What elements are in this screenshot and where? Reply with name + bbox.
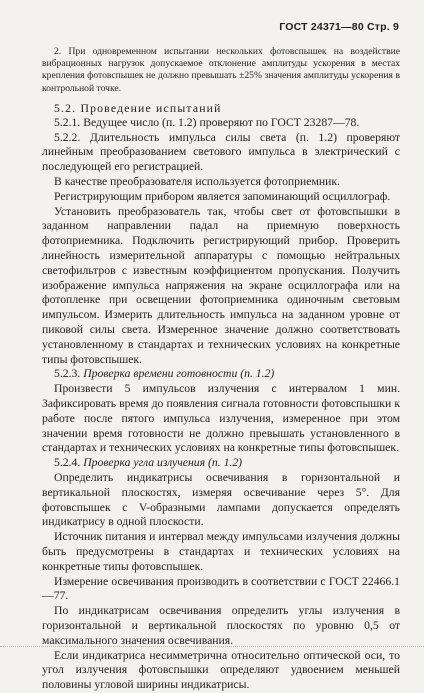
paragraph-procedure: Установить преобразователь так, чтобы свет от фотовспышки в заданном направлении падал на приемную поверхность фотоприемника. Подключить регистрирующий прибор. Проверить линейность измерительной аппаратуры с помощью нейтральных светофильтров с известным коэффициентом пропускания. Получить изображение импульса напряжения на экране осциллографа или на фотопленке при освещении фотоприемника одиночным световым импульсом. Измерить длительность импульса на заданном уровне от пиковой силы света. Измеренное значение должно соответствовать установленному в стандартах и технических условиях на конкретные типы фотовспышек. bbox=[42, 204, 400, 366]
paragraph-measurement: Измерение освечивания производить в соответствии с ГОСТ 22466.1—77. bbox=[42, 574, 400, 603]
subsection-title: Проверка угла излучения (п. 1.2) bbox=[83, 456, 243, 470]
section-heading: 5.2. Проведение испытаний bbox=[54, 101, 222, 115]
paragraph-power-source: Источник питания и интервал между импульсами излучения должны быть предусмотрены в стандартах и технических условиях на конкретные типы фотовспышек. bbox=[42, 530, 400, 573]
subsection-5-2-3 bbox=[42, 367, 400, 382]
page-content bbox=[42, 46, 400, 693]
bottom-rule bbox=[0, 646, 424, 647]
paragraph-5-2-1: 5.2.1. Ведущее число (п. 1.2) проверяют по ГОСТ 23287—78. bbox=[54, 115, 360, 129]
paragraph-5-2-2: 5.2.2. Длительность импульса силы света (п. 1.2) проверяют линейным преобразованием светового импульса в электрический с последующей его регистрацией. bbox=[42, 130, 400, 174]
paragraph-angles: По индикатрисам освечивания определить углы излучения в горизонтальной и вертикальной плоскостях по уровню 0,5 от максимального значения освечивания. bbox=[42, 604, 400, 647]
paragraph-converter: В качестве преобразователя используется фотоприемник. bbox=[54, 175, 340, 188]
page-header: ГОСТ 24371—80 Стр. 9 bbox=[279, 21, 399, 33]
subsection-5-2-4 bbox=[42, 456, 400, 471]
paragraph-indicatrix: Определить индикатрисы освечивания в горизонтальной и вертикальной плоскостях, измеряя освечивание через 5°. Для фотовспышек с V-образными лампами допускается определять индикатрису в одной плоскости. bbox=[42, 470, 400, 529]
paragraph-recorder: Регистрирующим прибором является запоминающий осциллограф. bbox=[54, 189, 391, 203]
subsection-title: Проверка времени готовности (п. 1.2) bbox=[83, 367, 275, 381]
subsection-number: 5.2.4. bbox=[54, 456, 81, 470]
subsection-number: 5.2.3. bbox=[54, 367, 81, 381]
paragraph-asymmetric: Если индикатриса несимметрична относительно оптической оси, то угол излучения фотовспышки определяют удвоением меньшей половины угловой ширины индикатрисы. bbox=[42, 648, 400, 692]
note-paragraph: 2. При одновременном испытании нескольких фотовспышек на воздействие вибрационных нагрузок допускаемое отклонение амплитуды ускорения в местах крепления фотовспышек не должно превышать ±25% значения амплитуды ускорения в контрольной точке. bbox=[42, 46, 400, 94]
paragraph-readiness: Произвести 5 импульсов излучения с интервалом 1 мин. Зафиксировать время до появления сигнала готовности фотовспышки к работе после пятого импульса излучения, измеренное при этом значении время готовности не должно превышать установленного в стандартах и технических условиях на конкретные типы фотовспышек. bbox=[42, 382, 400, 455]
